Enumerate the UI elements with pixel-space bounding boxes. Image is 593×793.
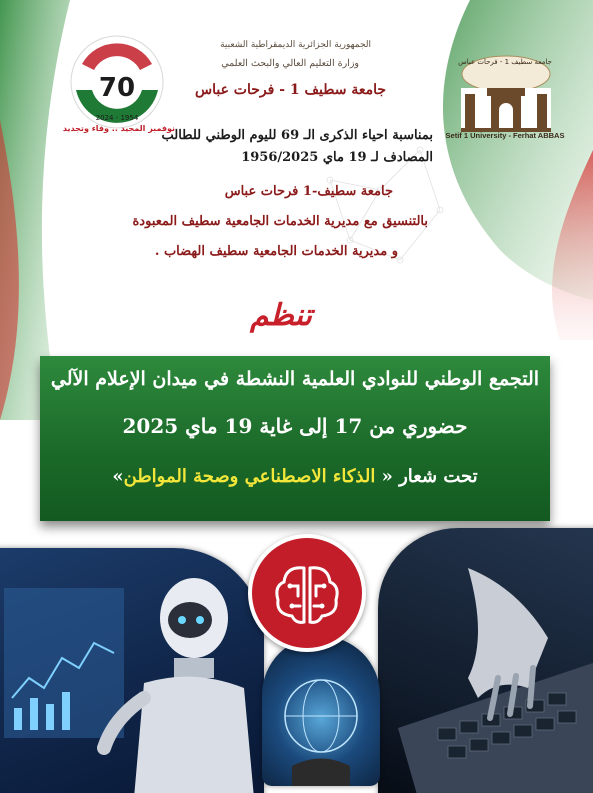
university-logo-name-ar: جامعة سطيف 1 - فرحات عباس (458, 58, 552, 66)
anniversary-number: 70 (98, 73, 136, 103)
occasion-line-2: المصادف لـ 19 ماي 1956/2025 (241, 150, 433, 165)
event-banner (40, 356, 550, 521)
brain-circuit-badge (248, 534, 366, 652)
slogan-suffix: » (112, 466, 124, 487)
anniversary-caption: نوفمبر المجيد .. وفاء وتجديد (62, 124, 176, 133)
organizer-line-1: جامعة سطيف-1 فرحات عباس (224, 184, 393, 199)
slogan-theme: الذكاء الاصطناعي وصحة المواطن (123, 466, 382, 487)
keyboard-illustration (378, 528, 593, 793)
organizer-line-3: و مديرية الخدمات الجامعية سطيف الهضاب . (154, 244, 398, 259)
brain-circuit-icon (252, 538, 362, 648)
event-dates: حضوري من 17 إلى غاية 19 ماي 2025 (122, 414, 468, 438)
event-slogan (40, 466, 550, 487)
robot-illustration (0, 548, 264, 793)
anniversary-years: 2024 - 1954 (95, 114, 139, 122)
ministry-title: وزارة التعليم العالي والبحث العلمي (221, 58, 359, 69)
slogan-prefix: تحت شعار « (381, 466, 478, 487)
organizer-line-2: بالتنسيق مع مديرية الخدمات الجامعية سطيف المعبودة (132, 214, 428, 229)
occasion-line-1: بمناسبة احياء الذكرى الـ 69 لليوم الوطني للطالب (161, 128, 433, 143)
republic-title: الجمهورية الجزائرية الديمقراطية الشعبية (220, 40, 371, 50)
organizes-heading: تنظم (250, 298, 312, 333)
globe-photo (262, 636, 380, 786)
university-title: جامعة سطيف 1 - فرحات عباس (195, 82, 386, 98)
globe-illustration (262, 636, 380, 786)
university-logo-name-en: Setif 1 University - Ferhat ABBAS (445, 131, 565, 140)
robot-photo (0, 548, 264, 793)
event-title: التجمع الوطني للنوادي العلمية النشطة في ميدان الإعلام الآلي (50, 368, 540, 390)
keyboard-hand-photo (378, 528, 593, 793)
